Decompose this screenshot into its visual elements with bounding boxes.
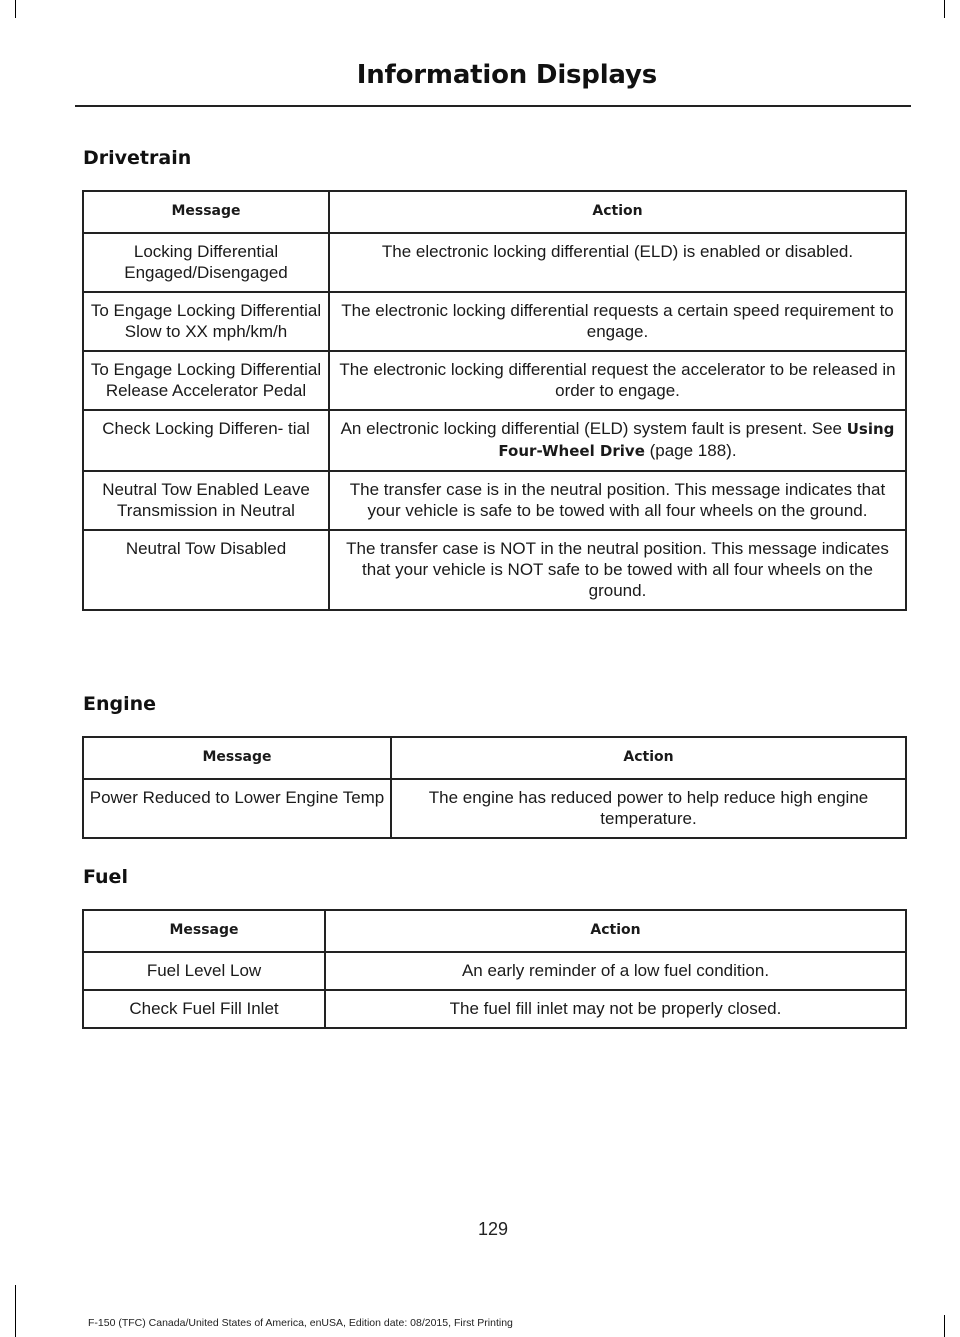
- message-cell: Locking Differential Engaged/Disengaged: [83, 233, 329, 292]
- table-row: [83, 530, 906, 610]
- message-cell: Neutral Tow Disabled: [83, 530, 329, 610]
- action-text: An electronic locking differential (ELD) system fault is present. See: [340, 419, 847, 438]
- column-header-action: Action: [329, 191, 906, 233]
- table-row: [83, 779, 906, 838]
- action-cell: The electronic locking differential requests a certain speed requirement to engage.: [329, 292, 906, 351]
- column-header-action: Action: [325, 910, 906, 952]
- message-cell: Neutral Tow Enabled Leave Transmission in Neutral: [83, 471, 329, 530]
- action-cell: The fuel fill inlet may not be properly closed.: [325, 990, 906, 1028]
- table-row: [83, 410, 906, 471]
- section-heading-drivetrain: Drivetrain: [83, 147, 192, 169]
- table-row: [83, 952, 906, 990]
- table-row: [83, 292, 906, 351]
- action-cell: The electronic locking differential request the accelerator to be released in order to engage.: [329, 351, 906, 410]
- crop-mark-top-right: [944, 0, 945, 18]
- table-row: [83, 471, 906, 530]
- column-header-action: Action: [391, 737, 906, 779]
- message-cell: Check Locking Differen- tial: [83, 410, 329, 471]
- edition-footer: F-150 (TFC) Canada/United States of America, enUSA, Edition date: 08/2015, First Printing: [88, 1317, 513, 1329]
- action-cell: The transfer case is in the neutral position. This message indicates that your vehicle is safe to be towed with all four wheels on the ground.: [329, 471, 906, 530]
- section-heading-fuel: Fuel: [83, 866, 128, 888]
- table-header-row: [83, 910, 906, 952]
- action-cell: [329, 410, 906, 471]
- column-header-message: Message: [83, 191, 329, 233]
- crop-mark-bottom-left: [15, 1285, 16, 1337]
- page-title: Information Displays: [356, 60, 657, 90]
- engine-table: [82, 736, 907, 839]
- table-row: [83, 233, 906, 292]
- table-header-row: [83, 191, 906, 233]
- message-cell: Power Reduced to Lower Engine Temp: [83, 779, 391, 838]
- message-cell: To Engage Locking Differential Slow to XX mph/km/h: [83, 292, 329, 351]
- crop-mark-top-left: [15, 0, 16, 18]
- action-cell: The engine has reduced power to help reduce high engine temperature.: [391, 779, 906, 838]
- table-row: [83, 351, 906, 410]
- action-cell: An early reminder of a low fuel condition.: [325, 952, 906, 990]
- column-header-message: Message: [83, 910, 325, 952]
- section-heading-engine: Engine: [83, 693, 157, 715]
- message-cell: Check Fuel Fill Inlet: [83, 990, 325, 1028]
- cross-reference-link[interactable]: Using Four-Wheel Drive: [498, 420, 895, 460]
- crop-mark-bottom-right: [944, 1315, 945, 1337]
- table-header-row: [83, 737, 906, 779]
- action-cell: The transfer case is NOT in the neutral position. This message indicates that your vehicle is NOT safe to be towed with all four wheels on the ground.: [329, 530, 906, 610]
- page-number: 129: [477, 1219, 509, 1239]
- page-reference: (page 188).: [644, 441, 737, 460]
- drivetrain-table: [82, 190, 907, 611]
- title-divider: [75, 105, 911, 107]
- message-cell: Fuel Level Low: [83, 952, 325, 990]
- column-header-message: Message: [83, 737, 391, 779]
- message-cell: To Engage Locking Differential Release Accelerator Pedal: [83, 351, 329, 410]
- fuel-table: [82, 909, 907, 1029]
- table-row: [83, 990, 906, 1028]
- action-cell: The electronic locking differential (ELD) is enabled or disabled.: [329, 233, 906, 292]
